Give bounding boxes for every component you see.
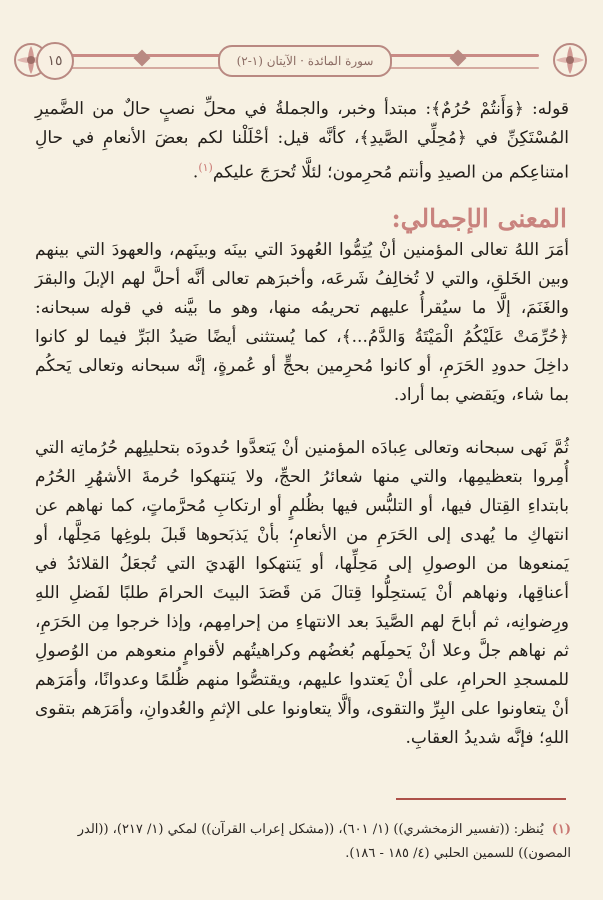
grammar-explanation-paragraph: قوله: ﴿وَأَنتُمْ حُرُمٌ﴾: مبتدأ وخبر، والجملةُ في محلِّ نصبٍ حالٌ من الضَّميرِ المُسْتَكِنِّ في ﴿مُحِلِّي الصَّيدِ﴾، كأنَّه قيل: أحْلَلْنا لكم بعضَ الأنعامِ في حالِ امتناعِكم من الصيدِ وأنتم مُحرِمون؛ لئلَّا تُحرَجَ عليكم$^{(١)}$. <box>35 99 569 183</box>
footnote <box>31 818 571 866</box>
section-title: المعنى الإجمالي: <box>391 204 567 233</box>
detailed-paragraph: ثُمَّ نَهى سبحانه وتعالى عِبادَه المؤمنين أنْ يَتعدَّوا حُدودَه بتحليلِهم حُرُماتِه التي أُمِروا بتعظيمِها، والتي منها شعائرُ الحجِّ، ولا يَنتهكوا حُرمةَ الأشهُرِ الحُرُم بابتداءِ القِتال فيها، أو التلبُّس فيها بظُلمٍ أو ارتكابِ مُحرَّماتٍ، كما نهاهم عن انتهاكِ ما يُهدى إلى الحَرَمِ من الأنعامِ؛ بأنْ يَذبَحوها قَبلَ بلوغِها مَحِلَّها، أو يَمنعوها من الوصولِ إلى مَحِلِّها، أو يَنتهكوا الهَديَ التي تُجعَلُ القلائدُ في أعناقِها، ونهاهم أنْ يَستحِلُّوا قِتالَ مَن قَصَدَ البيتَ الحرامَ طلبًا لفَضلِ اللهِ ورِضوانِه، ثم أباحَ لهم الصَّيدَ بعد الانتهاءِ من إحرامِهم، وإذا خرجوا مِن الحَرَمِ، ثم نهاهم جلَّ وعلا أنْ يَحمِلَهم بُغضُهم وكراهيتُهم لأقوامٍ منعوهم من الوُصولِ للمسجدِ الحرامِ، على أنْ يَعتدوا عليهم، ويقتصُّوا منهم ظُلمًا وعدوانًا، وأمَرَهم أنْ يتعاونوا على البِرِّ والتقوى، وألَّا يتعاونوا على الإثمِ والعُدوانِ، وأمَرَهم بتقوى اللهِ؛ فإنَّه شديدُ العقابِ. <box>35 438 569 748</box>
inline-footnote-reference: (١) <box>198 161 213 174</box>
right-floral-ornament-icon <box>551 41 589 79</box>
left-diamond-ornament-icon <box>134 50 151 67</box>
running-title: سورة المائدة · الآيتان (١-٢) <box>218 45 392 77</box>
page-number-badge: ١٥ <box>36 42 74 80</box>
paragraph-one-text: قوله: ﴿وَأَنتُمْ حُرُمٌ﴾: مبتدأ وخبر، والجملةُ في محلِّ نصبٍ حالٌ من الضَّميرِ المُسْتَكِنِّ في ﴿مُحِلِّي الصَّيدِ﴾، كأنَّه قيل: أحْلَلْنا لكم بعضَ الأنعامِ في حالِ امتناعِكم من الصيدِ وأنتم مُحرِمون؛ لئلَّا تُحرَجَ عليكم <box>35 99 569 183</box>
footnote-text: يُنظر: ((تفسير الزمخشري)) (١/ ٦٠١)، ((مشكل إعراب القرآن)) لمكي (١/ ٢١٧)، ((الدر المصون)) للسمين الحلبي (٤/ ١٨٥ - ١٨٦). <box>77 822 571 861</box>
page-header <box>12 40 589 82</box>
footnote-divider <box>396 798 566 800</box>
footnote-number: (١) <box>551 822 571 837</box>
summary-paragraph: أمَرَ اللهُ تعالى المؤمنين أنْ يُتِمُّوا العُهودَ التي بينَه وبينَهم، والعهودَ التي بينهم وبين الخَلقِ، والتي لا تُخالِفُ شَرعَه، وأخبرَهم تعالى أنَّه أحلَّ لهم الإبلَ والبقرَ والغَنَمَ، إلَّا ما سيُقرأُ عليهم تحريمُه منها، وهو ما بيَّنه في قوله سبحانه: ﴿حُرِّمَتْ عَلَيْكُمُ الْمَيْتَةُ وَالدَّمُ...﴾، كما يُستثنى أيضًا صَيدُ البَرِّ فيما لو كانوا داخِلَ حدودِ الحَرَمِ، أو كانوا مُحرِمين بحجٍّ أو عُمرةٍ، إنَّه سبحانه وتعالى يَحكُم بما شاء، ويَقضي بما أراد. <box>35 240 569 405</box>
right-diamond-ornament-icon <box>450 50 467 67</box>
